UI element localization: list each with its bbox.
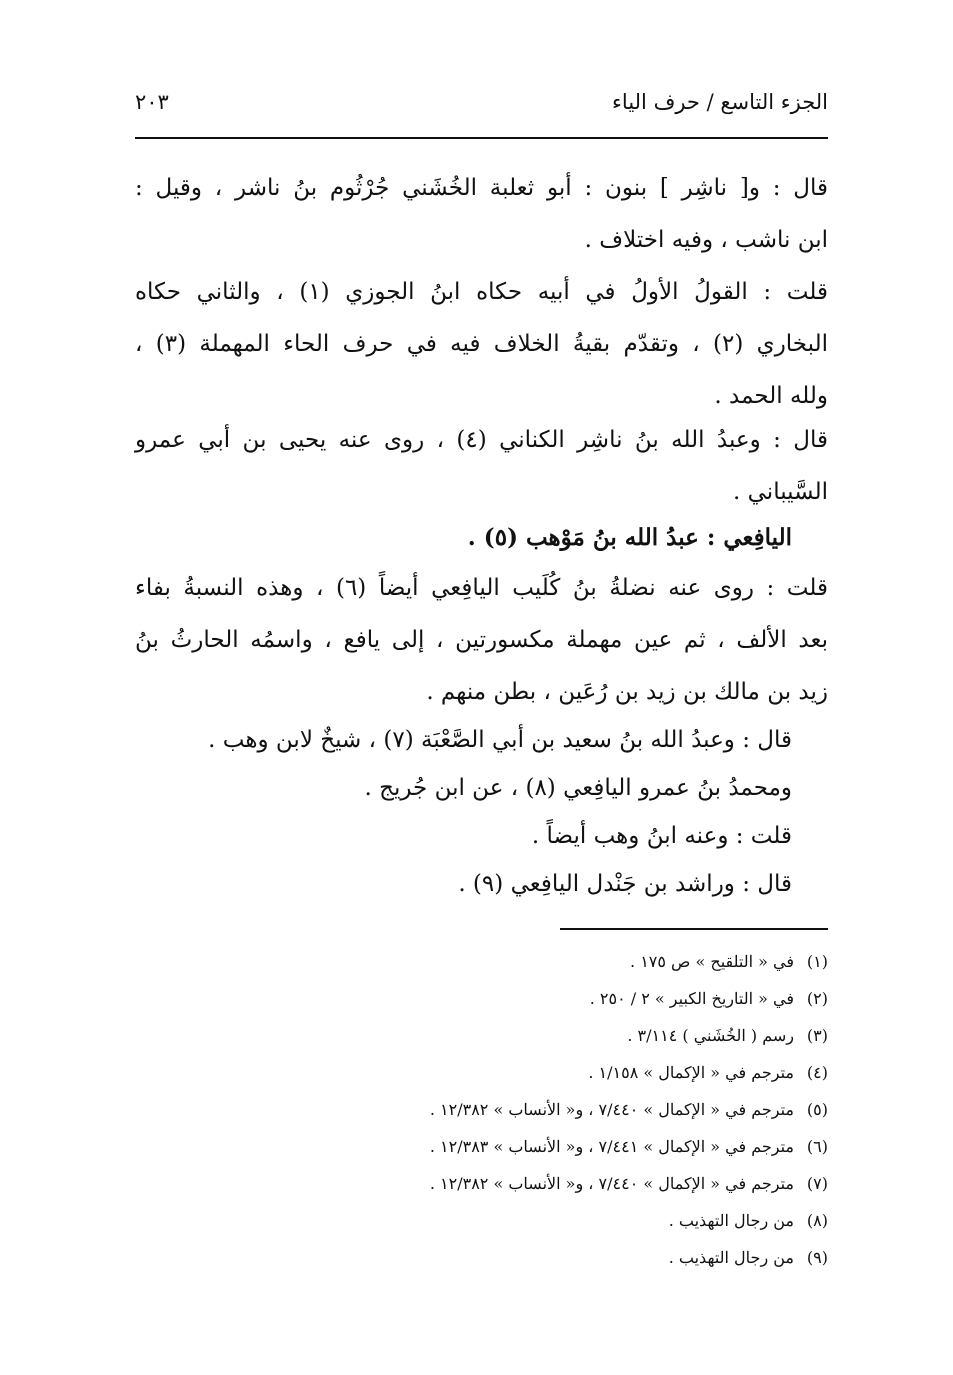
footnote-text: في « التلقيح » ص ١٧٥ . [630,952,794,971]
footnote-item [669,1244,828,1272]
footnote-text: في « التاريخ الكبير » ٢ / ٢٥٠ . [589,989,794,1008]
footnote-item [630,948,828,976]
text-line: السَّيباني . [733,479,828,505]
footnote-text: مترجم في « الإكمال » ٧/٤٤١ ، و« الأنساب » ١٢/٣٨٣ . [429,1137,794,1156]
footnote-text: مترجم في « الإكمال » ١/١٥٨ . [588,1063,794,1082]
text-line: ومحمدُ بنُ عمرو اليافِعي (٨) ، عن ابن جُريج . [364,775,792,801]
footnote-number: (١) [806,952,828,971]
header-divider [135,137,828,139]
text-line: قال : وعبدُ الله بنُ ناشِر الكناني (٤) ، روى عنه يحيى بن أبي عمرو [135,427,828,453]
footnote-item [627,1022,828,1050]
footnote-number: (٢) [806,989,828,1008]
text-line: قال : وراشد بن جَنْدل اليافِعي (٩) . [458,871,792,897]
footnote-text: مترجم في « الإكمال » ٧/٤٤٠ ، و« الأنساب » ١٢/٣٨٢ . [429,1100,794,1119]
footnote-text: رسم ( الخُشَني ) ٣/١١٤ . [627,1026,794,1045]
footnote-number: (٨) [806,1211,828,1230]
footnote-text: من رجال التهذيب . [668,1248,794,1267]
footnote-number: (٧) [806,1174,828,1193]
text-line: قلت : وعنه ابنُ وهب أيضاً . [531,823,792,849]
footnote-number: (٦) [806,1137,828,1156]
text-line: قال : و[ ناشِر ] بنون : أبو ثعلبة الخُشَني جُرْثُوم بنُ ناشر ، وقيل : [135,175,828,201]
text-line: قلت : القولُ الأولُ في أبيه حكاه ابنُ الجوزي (١) ، والثاني حكاه [135,279,828,305]
footnote-number: (٥) [806,1100,828,1119]
text-line: البخاري (٢) ، وتقدّم بقيةُ الخلاف فيه في حرف الحاء المهملة (٣) ، [135,331,828,357]
footnote-item [669,1207,828,1235]
footnote-number: (٣) [806,1026,828,1045]
text-line: ولله الحمد . [714,383,828,409]
page-number: ٢٠٣ [135,90,169,114]
footnote-item [590,985,828,1013]
footnote-text: من رجال التهذيب . [668,1211,794,1230]
text-line: قلت : روى عنه نضلةُ بنُ كُلَيب اليافِعي أيضاً (٦) ، وهذه النسبةُ بفاء [135,575,828,601]
text-line: بعد الألف ، ثم عين مهملة مكسورتين ، إلى يافع ، واسمُه الحارثُ بنُ [135,627,828,653]
text-line: ابن ناشب ، وفيه اختلاف . [584,227,828,253]
footnote-text: مترجم في « الإكمال » ٧/٤٤٠ ، و« الأنساب » ١٢/٣٨٢ . [429,1174,794,1193]
page-header [135,90,828,124]
footnote-item [430,1170,828,1198]
footnote-item [430,1096,828,1124]
footnote-divider [560,928,828,930]
text-line: زيد بن مالك بن زيد بن رُعَين ، بطن منهم . [426,679,828,705]
running-title: الجزء التاسع / حرف الياء [612,90,828,114]
footnote-number: (٩) [806,1248,828,1267]
footnote-item [430,1133,828,1161]
footnote-item [588,1059,828,1087]
text-line: قال : وعبدُ الله بنُ سعيد بن أبي الصَّعْبَة (٧) ، شيخٌ لابن وهب . [208,727,792,753]
entry-heading-line: اليافِعي : عبدُ الله بنُ مَوْهب (٥) . [467,524,792,551]
footnote-number: (٤) [806,1063,828,1082]
